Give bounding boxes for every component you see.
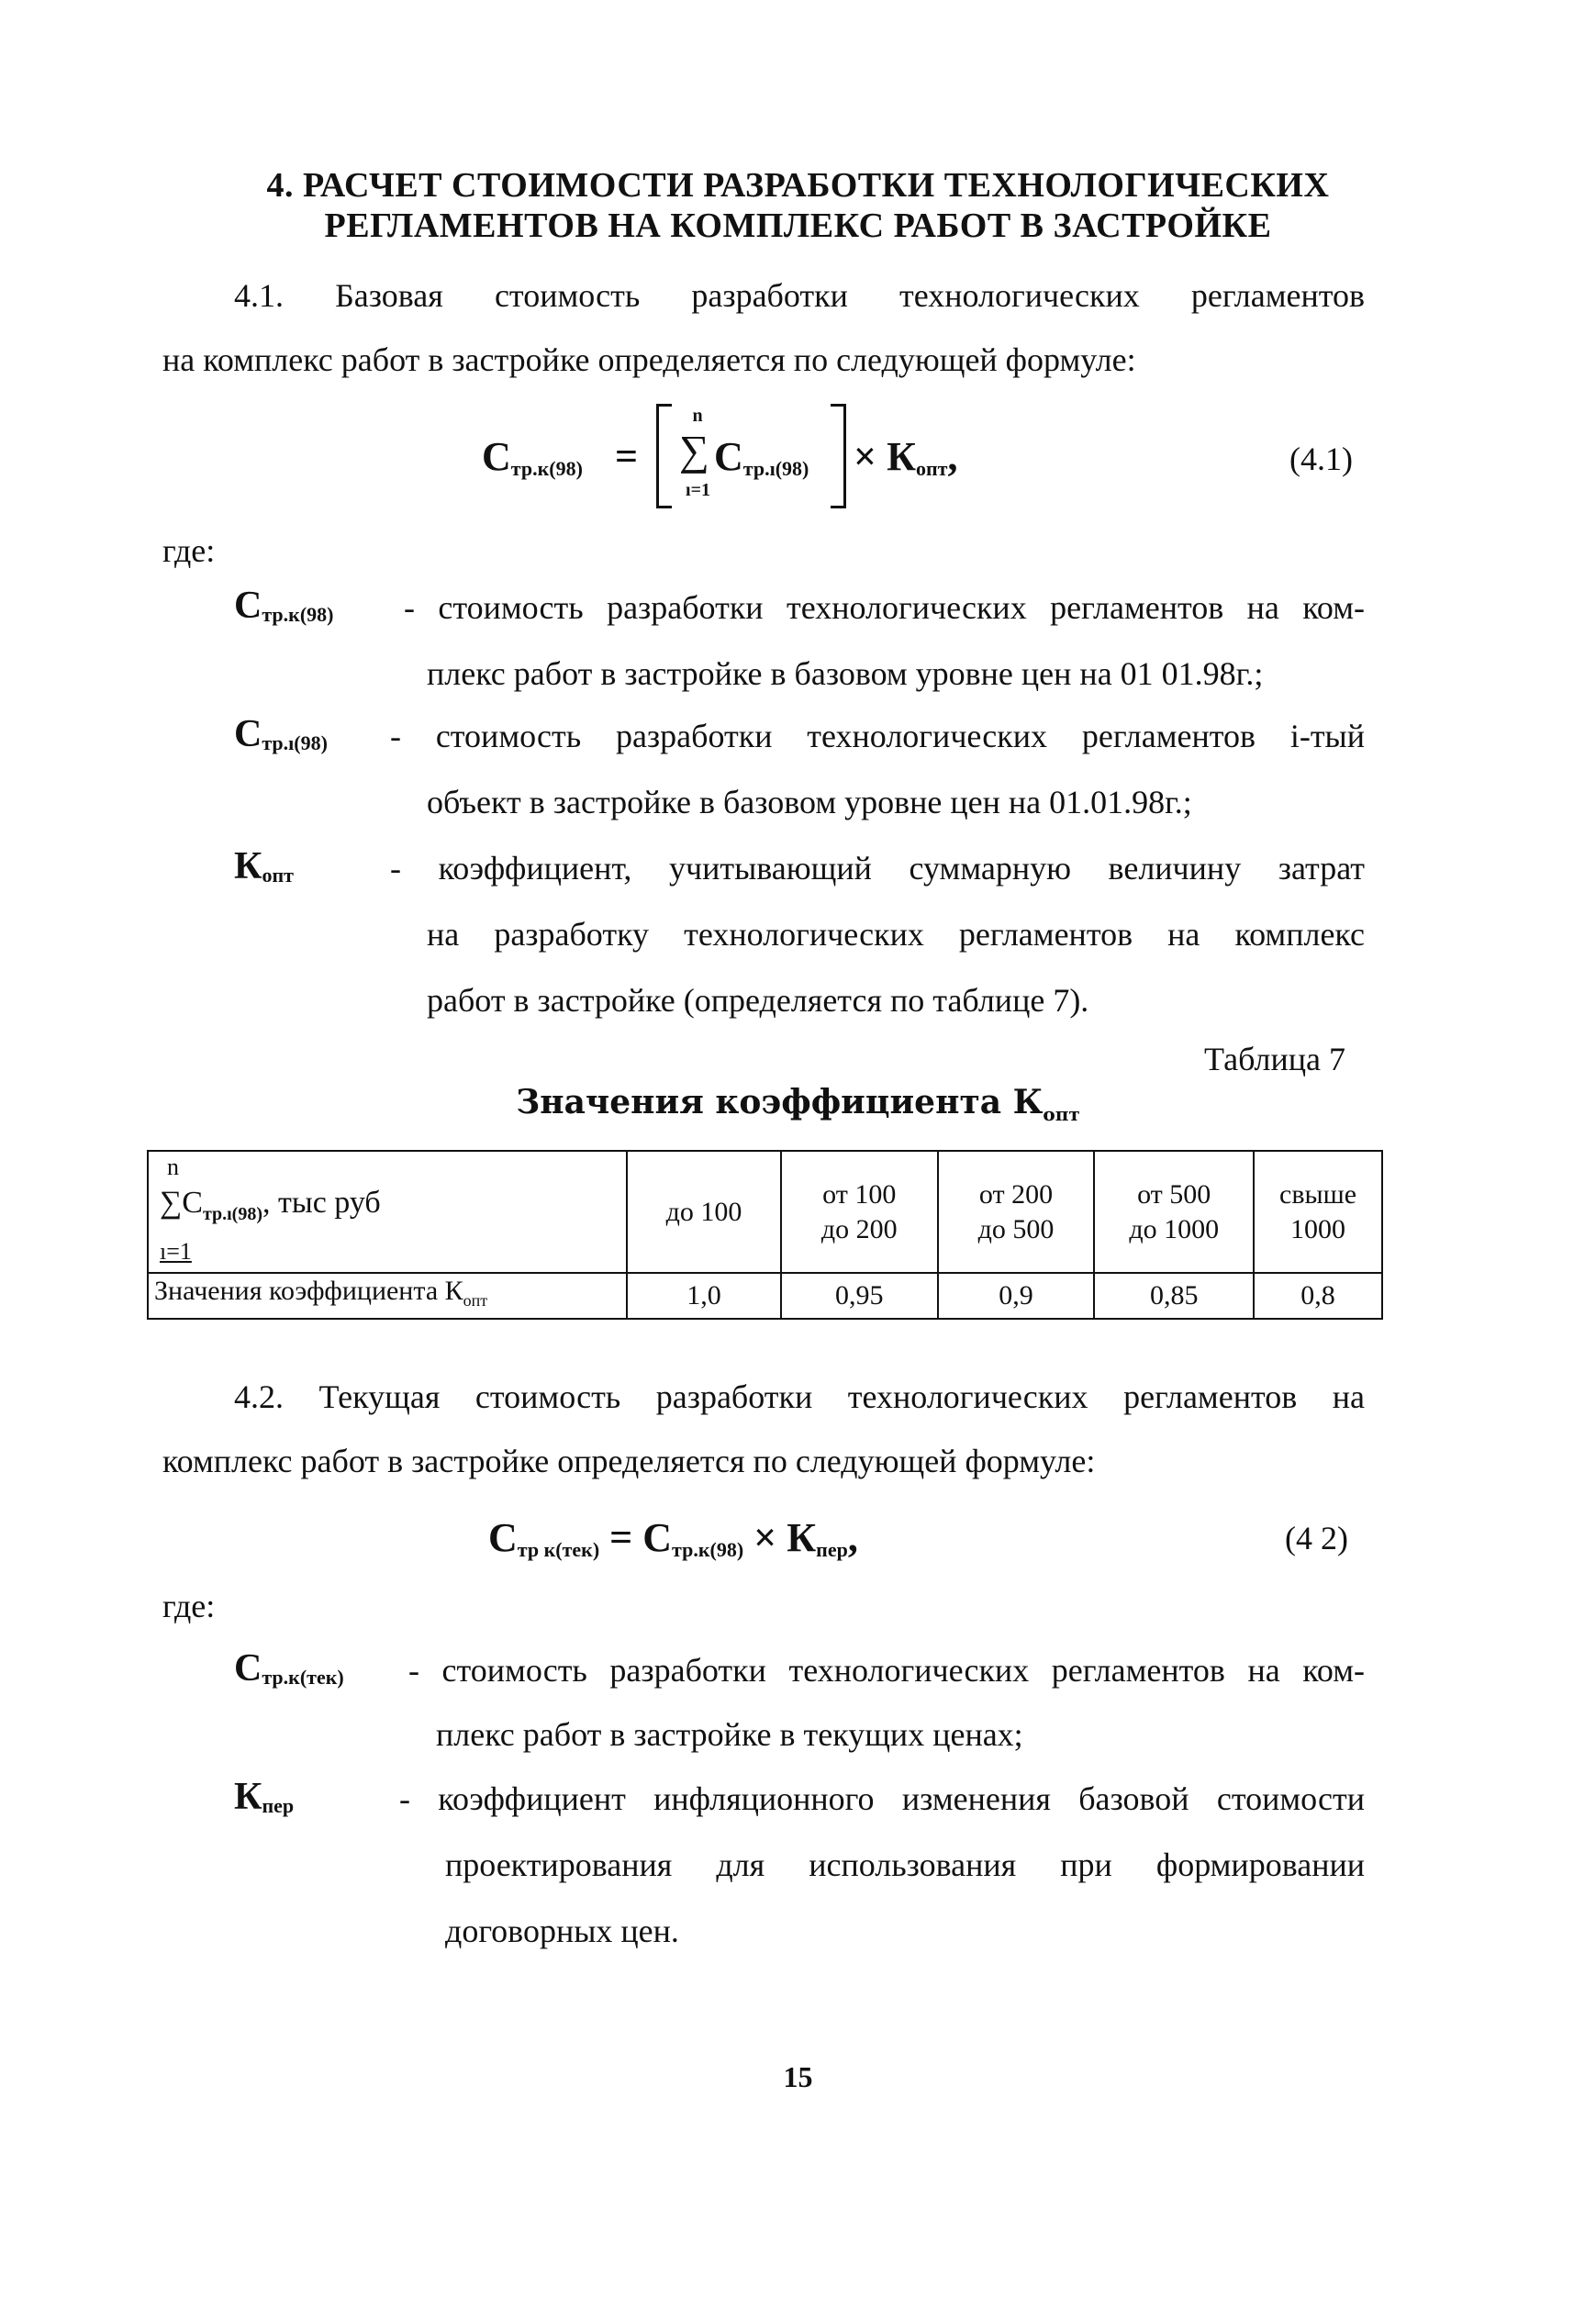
table-cell: 0,9 (938, 1273, 1095, 1319)
table-column-header: от 200 до 500 (938, 1151, 1095, 1273)
definition-symbol-c-tr-k-98: $С_{тр.к(98)}$ (234, 585, 334, 627)
table-cell: 0,85 (1094, 1273, 1254, 1319)
table-sum-expression: $\sum С_{тр.ı(98)}$, тыс руб (160, 1186, 381, 1224)
formula-4-1-lhs: $С_{тр.к(98)}$ (482, 434, 583, 480)
definition-symbol-c-tr-k-tek: $С_{тр.к(тек)}$ (234, 1647, 344, 1690)
formula-4-1-term: $С_{тр.ı(98)}$ (714, 434, 809, 480)
table-caption: Значения коэффициента $К_{опт}$ (516, 1083, 1080, 1126)
right-square-bracket (831, 404, 846, 508)
definition-text-line: договорных цен. (445, 1913, 679, 1949)
paragraph-4-2-line-1: 4.2. Текущая стоимость разработки технологических регламентов на (234, 1378, 1365, 1415)
table-column-header: от 500 до 1000 (1094, 1151, 1254, 1273)
where-label-1: где: (162, 532, 216, 569)
definition-text-line: проектирования для использования при формировании (445, 1846, 1365, 1883)
paragraph-4-1-line-1: 4.1. Базовая стоимость разработки технологических регламентов (234, 277, 1365, 314)
definition-text-line: работ в застройке (определяется по таблице 7). (427, 982, 1089, 1019)
formula-4-1-coefficient: × $К_{опт}$, (854, 434, 958, 480)
table-sum-lower-limit: ı=1 (160, 1238, 192, 1265)
where-label-2: где: (162, 1588, 216, 1624)
coefficient-table (147, 1150, 1383, 1320)
table-column-header: свыше 1000 (1254, 1151, 1382, 1273)
table-column-header: от 100 до 200 (781, 1151, 938, 1273)
page-number: 15 (783, 2060, 813, 2093)
table-row-label: Значения коэффициента $К_{опт}$ (148, 1273, 627, 1319)
definition-text-line: - коэффициент, учитывающий суммарную величину затрат (390, 850, 1365, 887)
paragraph-4-1-line-2: на комплекс работ в застройке определяется по следующей формуле: (162, 341, 1136, 378)
formula-4-1-equals: = (615, 434, 639, 479)
sum-lower-limit: ı=1 (686, 480, 710, 500)
definition-text-line: объект в застройке в базовом уровне цен на 01.01.98г.; (427, 784, 1192, 820)
table-cell: 0,8 (1254, 1273, 1382, 1319)
definition-text-line: плекс работ в застройке в текущих ценах; (436, 1716, 1023, 1753)
table-header-sum-cell (148, 1151, 627, 1273)
definition-text-line: - стоимость разработки технологических регламентов i-тый (390, 718, 1365, 754)
definition-symbol-k-per: $К_{пер}$ (234, 1776, 295, 1818)
definition-text-line: плекс работ в застройке в базовом уровне цен на 01 01.98г.; (427, 655, 1264, 692)
table-column-header: до 100 (627, 1151, 781, 1273)
definition-text-line: - стоимость разработки технологических регламентов на ком- (404, 589, 1365, 626)
definition-symbol-c-tr-i-98: $С_{тр.ı(98)}$ (234, 713, 328, 755)
table-label: Таблица 7 (1204, 1041, 1345, 1077)
table-sum-sign: ∑ (160, 1186, 183, 1220)
definition-symbol-k-opt: $К_{опт}$ (234, 845, 294, 887)
table-cell: 0,95 (781, 1273, 938, 1319)
table-row (148, 1273, 1382, 1319)
definition-text-line: на разработку технологических регламентов на комплекс (427, 916, 1365, 953)
equation-number-4-1: (4.1) (1289, 441, 1353, 477)
definition-text-line: - коэффициент инфляционного изменения базовой стоимости (399, 1780, 1365, 1817)
sum-sign: ∑ (679, 427, 709, 474)
table-sum-upper-limit: n (167, 1154, 179, 1180)
table-cell: 1,0 (627, 1273, 781, 1319)
left-square-bracket (656, 404, 672, 508)
section-title-line-1: 4. РАСЧЕТ СТОИМОСТИ РАЗРАБОТКИ ТЕХНОЛОГИЧЕСКИХ (266, 166, 1330, 205)
formula-4-2: $С_{тр к(тек)} = С_{тр.к(98)} \times К_{пер}$, (488, 1515, 858, 1561)
definition-text-line: - стоимость разработки технологических регламентов на ком- (408, 1652, 1365, 1689)
equation-number-4-2: (4 2) (1285, 1520, 1348, 1556)
paragraph-4-2-line-2: комплекс работ в застройке определяется по следующей формуле: (162, 1443, 1096, 1479)
section-title-line-2: РЕГЛАМЕНТОВ НА КОМПЛЕКС РАБОТ В ЗАСТРОЙКЕ (324, 206, 1272, 245)
table-header-row (148, 1151, 1382, 1273)
sum-upper-limit: n (692, 406, 703, 426)
